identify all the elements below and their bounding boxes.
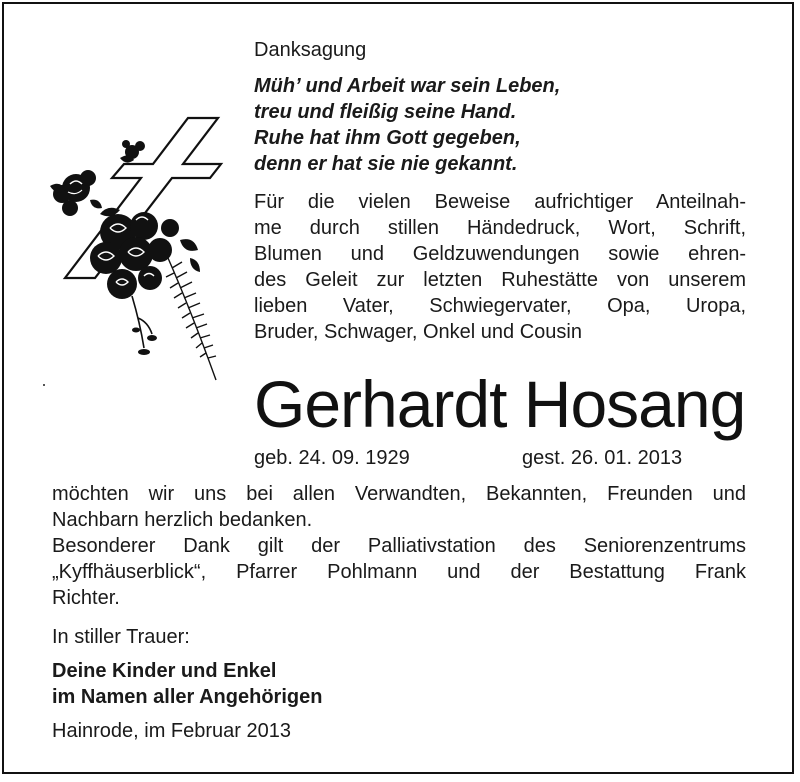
intro-line: Bruder, Schwager, Onkel und Cousin <box>254 321 582 343</box>
intro-line: me durch stillen Händedruck, Wort, Schrift, <box>254 217 746 239</box>
birth-date: geb. 24. 09. 1929 <box>254 447 410 469</box>
poem-line: treu und fleißig seine Hand. <box>254 101 517 123</box>
body-line: Nachbarn herzlich bedanken. <box>52 509 313 531</box>
body-line: „Kyffhäuserblick“, Pfarrer Pohlmann und der Bestattung Frank <box>52 561 746 583</box>
intro-line: Blumen und Geldzuwendungen sowie ehren- <box>254 243 746 265</box>
death-date: gest. 26. 01. 2013 <box>522 447 683 469</box>
place-date: Hainrode, im Februar 2013 <box>52 720 292 742</box>
page-title: Danksagung <box>254 39 367 61</box>
poem-line: denn er hat sie nie gekannt. <box>254 153 518 175</box>
body-line: Richter. <box>52 587 120 609</box>
intro-line: des Geleit zur letzten Ruhestätte von unserem <box>254 269 746 291</box>
intro-line: lieben Vater, Schwiegervater, Opa, Uropa, <box>254 295 746 317</box>
cross-with-roses-icon <box>40 108 230 388</box>
signature-label: In stiller Trauer: <box>52 626 190 648</box>
body-line: möchten wir uns bei allen Verwandten, Bekannten, Freunden und <box>52 483 746 505</box>
stray-dot <box>43 384 45 386</box>
deceased-name: Gerhardt Hosang <box>254 367 746 441</box>
poem-line: Müh’ und Arbeit war sein Leben, <box>254 75 561 97</box>
intro-line: Für die vielen Beweise aufrichtiger Anteilnah- <box>254 191 746 213</box>
signature-line: Deine Kinder und Enkel <box>52 660 277 682</box>
signature-line: im Namen aller Angehörigen <box>52 686 323 708</box>
body-line: Besonderer Dank gilt der Palliativstation des Seniorenzentrums <box>52 535 746 557</box>
poem-line: Ruhe hat ihm Gott gegeben, <box>254 127 521 149</box>
